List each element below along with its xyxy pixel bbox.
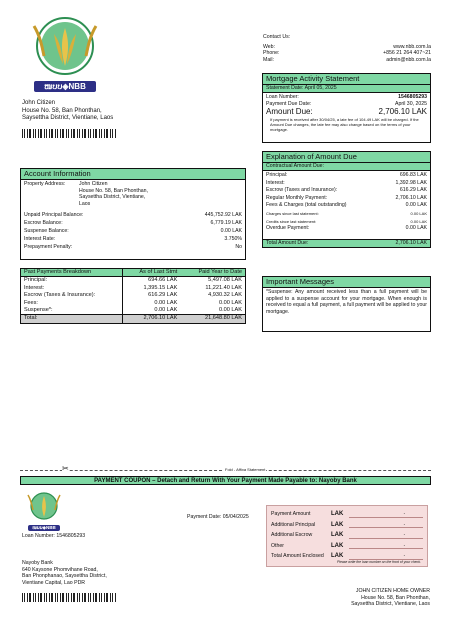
explanation-row-value: 616.29 LAK xyxy=(399,187,427,194)
coupon-amount-input[interactable] xyxy=(349,520,423,528)
property-address-label: Property Address: xyxy=(24,181,66,187)
phone-value: +856 21 264 407~21 xyxy=(383,50,431,57)
property-address xyxy=(79,181,148,207)
past-row-ytd: 0.00 LAK xyxy=(218,307,242,314)
past-row-label: Principal: xyxy=(21,277,122,285)
past-row-last: 694.66 LAK xyxy=(148,277,178,284)
coupon-loan-number: Loan Number: 1546805293 xyxy=(22,533,86,539)
account-row-label: Escrow Balance: xyxy=(24,220,63,227)
bank-address-line1: 640 Kaysone Phomvihane Road, xyxy=(22,566,98,573)
coupon-field-label: Total Amount Enclosed xyxy=(271,553,324,559)
coupon-amount-input[interactable] xyxy=(349,510,423,518)
total-due-label: Total Amount Due: xyxy=(266,240,309,246)
property-address-line: Saysettha District, Vientiane, xyxy=(79,194,146,201)
owner-line2: House No. 58, Ban Phonthan, xyxy=(361,594,430,601)
explanation-row-value: 696.83 LAK xyxy=(399,172,427,178)
owner-line1: JOHN CITIZEN HOME OWNER xyxy=(355,588,430,594)
account-row-value: 6,779.19 LAK xyxy=(210,220,242,227)
bank-address-line2: Ban Phonphanao, Saysettha District, xyxy=(22,573,107,580)
customer-line1: House No. 58, Ban Phonthan, xyxy=(22,107,102,114)
coupon-field-unit: LAK xyxy=(331,511,344,517)
postal-barcode xyxy=(22,129,117,138)
coupon-payment-date: Payment Date: 05/04/2025 xyxy=(187,514,249,520)
account-box xyxy=(20,168,246,260)
explanation-row xyxy=(266,202,427,210)
logo-emblem-icon xyxy=(22,14,108,76)
past-total-label: Total: xyxy=(21,315,122,323)
account-row xyxy=(24,236,242,244)
past-total-row xyxy=(21,315,245,323)
past-row-last: 0.00 LAK xyxy=(154,299,178,306)
past-payments-row xyxy=(21,300,245,307)
loan-number: 1546805293 xyxy=(398,94,427,100)
account-row xyxy=(24,244,242,252)
explanation-row-label: Fees & Charges (total outstanding) xyxy=(266,202,347,209)
explanation-box xyxy=(262,151,431,248)
contact-title: Contact Us: xyxy=(263,34,291,40)
coupon-note: Please write the loan number on the front of your check. xyxy=(336,560,421,564)
explanation-row xyxy=(266,225,427,233)
explanation-row-value: 0.00 LAK xyxy=(405,225,427,232)
coupon-logo-band: ໜບບ◈NBB xyxy=(28,525,60,531)
explanation-row xyxy=(266,195,427,203)
past-payments-box xyxy=(20,268,246,324)
coupon-field-unit: LAK xyxy=(331,542,344,549)
past-row-label: Suspense*: xyxy=(21,307,122,315)
mail-label: Mail: xyxy=(263,56,274,63)
decimal-separator: . xyxy=(403,541,405,548)
past-row-ytd: 11,221.40 LAK xyxy=(205,284,242,291)
explanation-row-label: Charges since last statement: xyxy=(266,210,319,216)
account-row-value: 0.00 LAK xyxy=(220,227,242,234)
statement-date: Statement Date: April 05, 2025 xyxy=(263,85,430,93)
explanation-row-value: 1,392.98 LAK xyxy=(395,179,427,186)
account-title: Account Information xyxy=(21,169,245,180)
amount-due-label: Amount Due: xyxy=(266,107,313,117)
bank-logo xyxy=(22,14,108,100)
past-row-ytd: 4,930.32 LAK xyxy=(208,292,242,299)
coupon-amount-input[interactable] xyxy=(349,541,423,549)
explanation-row-label: Regular Monthly Payment: xyxy=(266,194,328,201)
owner-address xyxy=(290,588,430,608)
account-row-label: Unpaid Principal Balance: xyxy=(24,212,84,219)
decimal-separator: . xyxy=(403,520,405,527)
coupon-field-row xyxy=(271,520,423,531)
explanation-row-label: Overdue Payment: xyxy=(266,225,310,232)
bank-name: Nayoby Bank xyxy=(22,560,53,566)
past-row-last: 1,395.15 LAK xyxy=(143,284,178,291)
logo-band: ໜບບ◈NBB xyxy=(34,81,96,92)
bank-address-line3: Vientiane Capital, Lao PDR xyxy=(22,579,86,586)
account-row xyxy=(24,212,242,220)
coupon-field-unit: LAK xyxy=(331,553,344,559)
contact-block xyxy=(263,34,431,63)
coupon-field-label: Other xyxy=(271,542,284,549)
statement-box xyxy=(262,73,431,143)
customer-line2: Saysettha District, Vientiane, Laos xyxy=(22,115,114,121)
decimal-separator: . xyxy=(403,552,405,558)
explanation-row-label: Interest: xyxy=(266,179,285,186)
messages-title: Important Messages xyxy=(263,277,430,288)
explanation-row-label: Principal: xyxy=(266,172,288,178)
explanation-row-label: Credits since last statement: xyxy=(266,218,317,224)
coupon-banner: PAYMENT COUPON – Detach and Return With Your Payment Made Payable to: Nayoby Bank xyxy=(20,476,431,485)
decimal-separator: . xyxy=(403,531,405,537)
explanation-row xyxy=(266,180,427,188)
coupon-field-label: Payment Amount xyxy=(271,511,311,517)
coupon-field-unit: LAK xyxy=(331,521,344,528)
property-address-line: House No. 58, Ban Phonthan, xyxy=(79,187,148,194)
account-row-label: Interest Rate: xyxy=(24,235,56,242)
coupon-amount-input[interactable] xyxy=(349,531,423,539)
past-row-ytd: 5,497.08 LAK xyxy=(208,277,242,284)
owner-line3: Saysettha District, Vientiane, Laos xyxy=(351,601,430,608)
total-due-value: 2,706.10 LAK xyxy=(395,240,427,246)
coupon-logo xyxy=(22,490,66,531)
late-fee-notice: If payment is received after 30/04/25, a late fee of 104.49 LAK will be charged. If the Amount Due changes, the late fee may also change based on the terms of your mortgage. xyxy=(270,117,419,133)
account-row-value: No xyxy=(235,243,242,250)
account-row-label: Suspense Balance: xyxy=(24,227,69,234)
customer-address xyxy=(22,100,192,123)
amount-due: 2,706.10 LAK xyxy=(378,107,427,117)
explanation-row xyxy=(266,187,427,195)
explanation-row xyxy=(266,172,427,180)
due-date-label: Payment Due Date: xyxy=(266,100,312,107)
past-payments-row xyxy=(21,307,245,315)
coupon-form xyxy=(266,505,428,567)
explanation-row-value: 2,706.10 LAK xyxy=(395,194,427,201)
past-row-ytd: 0.00 LAK xyxy=(218,299,242,306)
explanation-row-value: 0.00 LAK xyxy=(405,202,427,209)
past-payments-table xyxy=(21,269,245,323)
past-header-ytd: Paid Year to Date xyxy=(180,269,245,277)
coupon-barcode xyxy=(22,593,117,602)
loan-label: Loan Number: xyxy=(266,94,299,100)
coupon-logo-emblem-icon xyxy=(22,490,66,520)
coupon-field-row xyxy=(271,509,423,520)
bank-address xyxy=(22,560,172,586)
past-payments-row xyxy=(21,292,245,299)
past-row-label: Fees: xyxy=(21,300,122,307)
explanation-subheader: Contractual Amount Due: xyxy=(263,163,430,171)
property-address-line: John Citizen xyxy=(79,181,108,187)
explanation-row xyxy=(266,210,427,218)
statement-title: Mortgage Activity Statement xyxy=(263,74,430,85)
past-row-label: Interest: xyxy=(21,285,122,292)
phone-label: Phone: xyxy=(263,50,280,57)
explanation-row-value: 0.00 LAK xyxy=(410,218,427,224)
past-total-last: 2,706.10 LAK xyxy=(122,315,180,323)
past-row-last: 0.00 LAK xyxy=(154,307,178,314)
coupon-field-row xyxy=(271,541,423,552)
explanation-row-value: 0.00 LAK xyxy=(410,210,427,216)
due-date: April 30, 2025 xyxy=(394,100,427,107)
account-row xyxy=(24,220,242,228)
coupon-amount-input[interactable] xyxy=(349,552,423,560)
web-link[interactable]: www.nbb.com.la xyxy=(393,43,431,50)
coupon-field-label: Additional Escrow xyxy=(271,532,313,538)
scissors-icon: ✂ xyxy=(62,464,69,473)
account-row-label: Prepayment Penalty: xyxy=(24,243,73,250)
coupon-field-unit: LAK xyxy=(331,532,344,538)
explanation-row xyxy=(266,218,427,226)
messages-body: *Suspense: Any amount received less than a full payment will be applied to a suspense account for your mortgage. When enough is received to equal a full payment, a full payment will be applied to your mortgage. xyxy=(266,289,427,315)
customer-name: John Citizen xyxy=(22,100,56,106)
fold-text: Fold - Affixa Statement xyxy=(225,467,266,472)
explanation-title: Explanation of Amount Due xyxy=(263,152,430,163)
explanation-row-label: Escrow (Taxes and Insurance): xyxy=(266,187,338,194)
explanation-total-row xyxy=(263,239,430,247)
web-label: Web: xyxy=(263,43,276,50)
past-header-last: As of Last Stmt xyxy=(122,269,180,277)
property-address-line: Laos xyxy=(79,200,91,207)
coupon-field-row xyxy=(271,530,423,541)
past-total-ytd: 21,648.80 LAK xyxy=(180,315,245,323)
past-header-label: Past Payments Breakdown xyxy=(21,269,122,277)
account-row-value: 445,752.92 LAK xyxy=(204,212,242,219)
account-row-value: 3.750% xyxy=(224,235,242,242)
past-row-last: 616.29 LAK xyxy=(148,292,178,299)
coupon-field-label: Additional Principal xyxy=(271,521,316,528)
account-row xyxy=(24,228,242,236)
past-row-label: Escrow (Taxes & Insurance): xyxy=(21,292,122,299)
past-payments-row xyxy=(21,285,245,292)
past-payments-row xyxy=(21,277,245,285)
decimal-separator: . xyxy=(403,510,405,516)
messages-box xyxy=(262,276,431,332)
past-payments-header xyxy=(21,269,245,277)
mail-link[interactable]: admin@nbb.com.la xyxy=(386,56,431,63)
